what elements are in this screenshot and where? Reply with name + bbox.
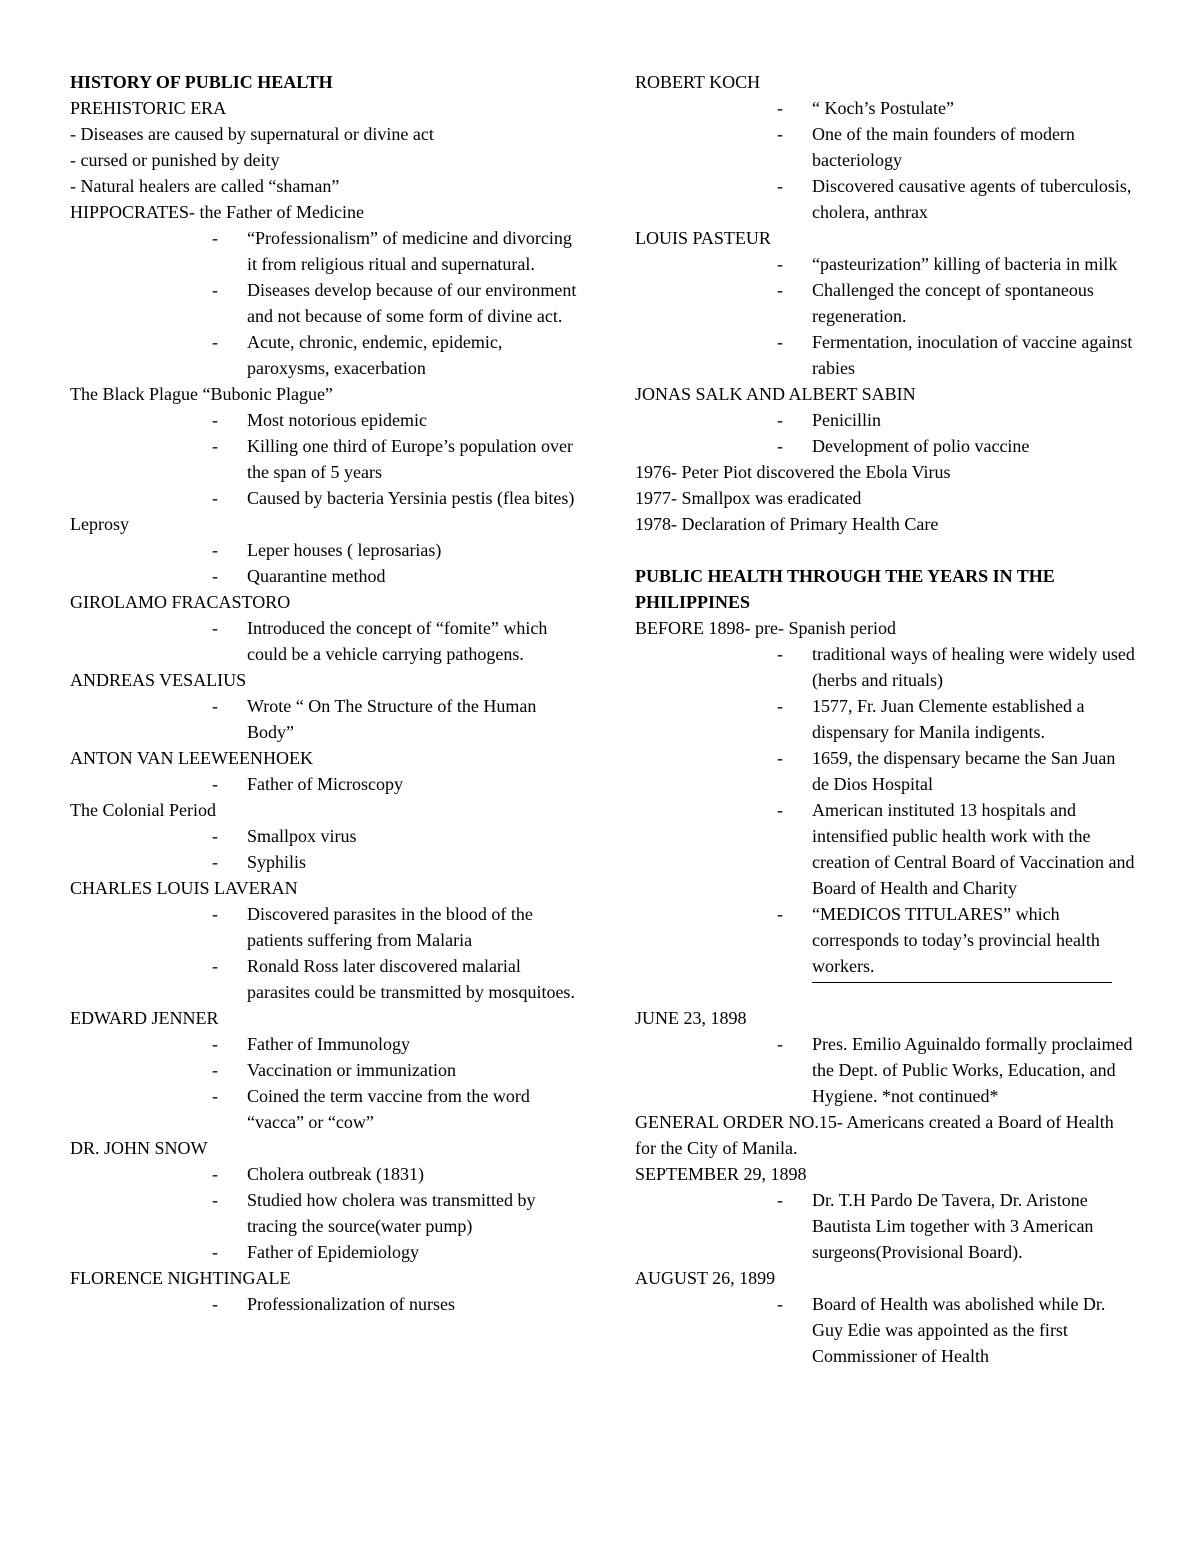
- dash-bullet: -: [212, 332, 218, 352]
- bullet-item: - Father of Epidemiology: [70, 1239, 580, 1265]
- bullet-item: - One of the main founders of modern bacteriology: [635, 121, 1135, 173]
- bullet-item: - Vaccination or immunization: [70, 1057, 580, 1083]
- section-heading-jenner: EDWARD JENNER: [70, 1008, 219, 1028]
- section-heading-leprosy: Leprosy: [70, 514, 129, 534]
- dash-bullet: -: [212, 436, 218, 456]
- bullet-item: - Diseases develop because of our environment and not because of some form of divine act.: [70, 277, 580, 329]
- section-heading-john-snow: DR. JOHN SNOW: [70, 1138, 208, 1158]
- ph-aug-heading: AUGUST 26, 1899: [635, 1268, 776, 1288]
- prehistoric-heading: PREHISTORIC ERA: [70, 98, 227, 118]
- dash-bullet: -: [777, 176, 783, 196]
- dash-bullet: -: [777, 696, 783, 716]
- dash-bullet: -: [777, 1034, 783, 1054]
- dash-bullet: -: [212, 696, 218, 716]
- ph-sept-heading: SEPTEMBER 29, 1898: [635, 1164, 807, 1184]
- bullet-item: - Challenged the concept of spontaneous regeneration.: [635, 277, 1135, 329]
- section-heading-colonial-period: The Colonial Period: [70, 800, 216, 820]
- bullet-item: - Discovered parasites in the blood of the patients suffering from Malaria: [70, 901, 580, 953]
- dash-bullet: -: [777, 124, 783, 144]
- section-heading-salk-sabin: JONAS SALK AND ALBERT SABIN: [635, 384, 916, 404]
- bullet-item: - Smallpox virus: [70, 823, 580, 849]
- dash-bullet: -: [212, 280, 218, 300]
- bullet-item: - Pres. Emilio Aguinaldo formally proclaimed the Dept. of Public Works, Education, and Hygiene. *not continued*: [635, 1031, 1135, 1109]
- bullet-item: - Introduced the concept of “fomite” which could be a vehicle carrying pathogens.: [70, 615, 580, 667]
- bullet-item: - Killing one third of Europe’s population over the span of 5 years: [70, 433, 580, 485]
- bullet-item: - Penicillin: [635, 407, 1135, 433]
- bullet-item: - American instituted 13 hospitals and intensified public health work with the creation of Central Board of Vaccination and Board of Health and Charity: [635, 797, 1135, 901]
- underline-rule: [812, 982, 1112, 983]
- bullet-item: - Studied how cholera was transmitted by tracing the source(water pump): [70, 1187, 580, 1239]
- dash-bullet: -: [212, 488, 218, 508]
- bullet-item: - 1659, the dispensary became the San Juan de Dios Hospital: [635, 745, 1135, 797]
- dash-bullet: -: [212, 1294, 218, 1314]
- dash-bullet: -: [212, 826, 218, 846]
- bullet-item: - Quarantine method: [70, 563, 580, 589]
- dash-bullet: -: [777, 904, 783, 924]
- dash-bullet: -: [212, 904, 218, 924]
- bullet-item: - Acute, chronic, endemic, epidemic, paroxysms, exacerbation: [70, 329, 580, 381]
- bullet-item: - Board of Health was abolished while Dr. Guy Edie was appointed as the first Commissioner of Health: [635, 1291, 1135, 1369]
- section-heading-hippocrates: HIPPOCRATES- the Father of Medicine: [70, 202, 364, 222]
- bullet-item: - Cholera outbreak (1831): [70, 1161, 580, 1187]
- bullet-item: - “MEDICOS TITULARES” which corresponds to today’s provincial health workers.: [635, 901, 1135, 979]
- bullet-item: - Father of Immunology: [70, 1031, 580, 1057]
- dash-bullet: -: [777, 410, 783, 430]
- dash-bullet: -: [212, 228, 218, 248]
- bullet-item: - traditional ways of healing were widely used (herbs and rituals): [635, 641, 1135, 693]
- dash-bullet: -: [212, 956, 218, 976]
- prehistoric-line: - Natural healers are called “shaman”: [70, 176, 340, 196]
- ph-section-title: PUBLIC HEALTH THROUGH THE YEARS IN THE PHILIPPINES: [635, 566, 1055, 612]
- dash-bullet: -: [777, 332, 783, 352]
- dash-bullet: -: [212, 1190, 218, 1210]
- dash-bullet: -: [212, 852, 218, 872]
- section-heading-leeweenhoek: ANTON VAN LEEWEENHOEK: [70, 748, 313, 768]
- prehistoric-line: - cursed or punished by deity: [70, 150, 280, 170]
- prehistoric-line: - Diseases are caused by supernatural or divine act: [70, 124, 434, 144]
- dash-bullet: -: [777, 280, 783, 300]
- dash-bullet: -: [777, 254, 783, 274]
- section-heading-laveran: CHARLES LOUIS LAVERAN: [70, 878, 298, 898]
- bullet-item: - “Professionalism” of medicine and divorcing it from religious ritual and supernatural.: [70, 225, 580, 277]
- event-line: 1976- Peter Piot discovered the Ebola Virus: [635, 462, 951, 482]
- dash-bullet: -: [777, 1294, 783, 1314]
- dash-bullet: -: [777, 436, 783, 456]
- bullet-item: - Coined the term vaccine from the word “vacca” or “cow”: [70, 1083, 580, 1135]
- bullet-item: - Discovered causative agents of tuberculosis, cholera, anthrax: [635, 173, 1135, 225]
- dash-bullet: -: [212, 1086, 218, 1106]
- dash-bullet: -: [777, 748, 783, 768]
- bullet-item: - Fermentation, inoculation of vaccine against rabies: [635, 329, 1135, 381]
- bullet-item: - Development of polio vaccine: [635, 433, 1135, 459]
- dash-bullet: -: [777, 98, 783, 118]
- dash-bullet: -: [212, 566, 218, 586]
- left-column: [70, 69, 580, 1317]
- ph-june-heading: JUNE 23, 1898: [635, 1008, 747, 1028]
- dash-bullet: -: [212, 618, 218, 638]
- bullet-item: - Wrote “ On The Structure of the Human Body”: [70, 693, 580, 745]
- dash-bullet: -: [212, 1164, 218, 1184]
- section-heading-koch: ROBERT KOCH: [635, 72, 761, 92]
- dash-bullet: -: [212, 1242, 218, 1262]
- ph-before-heading: BEFORE 1898- pre- Spanish period: [635, 618, 896, 638]
- bullet-item: - Professionalization of nurses: [70, 1291, 580, 1317]
- bullet-item: - Father of Microscopy: [70, 771, 580, 797]
- dash-bullet: -: [777, 1190, 783, 1210]
- event-line: 1978- Declaration of Primary Health Care: [635, 514, 939, 534]
- section-heading-black-plague: The Black Plague “Bubonic Plague”: [70, 384, 333, 404]
- dash-bullet: -: [212, 410, 218, 430]
- bullet-item: - Ronald Ross later discovered malarial parasites could be transmitted by mosquitoes.: [70, 953, 580, 1005]
- ph-general-order: GENERAL ORDER NO.15- Americans created a Board of Health for the City of Manila.: [635, 1112, 1114, 1158]
- spacer: [635, 537, 1135, 563]
- dash-bullet: -: [777, 644, 783, 664]
- right-column: [635, 69, 1135, 1369]
- bullet-item: - Leper houses ( leprosarias): [70, 537, 580, 563]
- section-heading-nightingale: FLORENCE NIGHTINGALE: [70, 1268, 291, 1288]
- dash-bullet: -: [777, 800, 783, 820]
- bullet-item: - Dr. T.H Pardo De Tavera, Dr. Aristone Bautista Lim together with 3 American surgeons(Provisional Board).: [635, 1187, 1135, 1265]
- bullet-item: - Syphilis: [70, 849, 580, 875]
- section-heading-vesalius: ANDREAS VESALIUS: [70, 670, 247, 690]
- section-heading-pasteur: LOUIS PASTEUR: [635, 228, 771, 248]
- document-title: HISTORY OF PUBLIC HEALTH: [70, 72, 333, 92]
- bullet-item: - 1577, Fr. Juan Clemente established a dispensary for Manila indigents.: [635, 693, 1135, 745]
- bullet-item: - “pasteurization” killing of bacteria in milk: [635, 251, 1135, 277]
- dash-bullet: -: [212, 1060, 218, 1080]
- dash-bullet: -: [212, 1034, 218, 1054]
- section-heading-fracastoro: GIROLAMO FRACASTORO: [70, 592, 291, 612]
- dash-bullet: -: [212, 540, 218, 560]
- bullet-item: - Caused by bacteria Yersinia pestis (flea bites): [70, 485, 580, 511]
- event-line: 1977- Smallpox was eradicated: [635, 488, 862, 508]
- bullet-item: - “ Koch’s Postulate”: [635, 95, 1135, 121]
- dash-bullet: -: [212, 774, 218, 794]
- bullet-item: - Most notorious epidemic: [70, 407, 580, 433]
